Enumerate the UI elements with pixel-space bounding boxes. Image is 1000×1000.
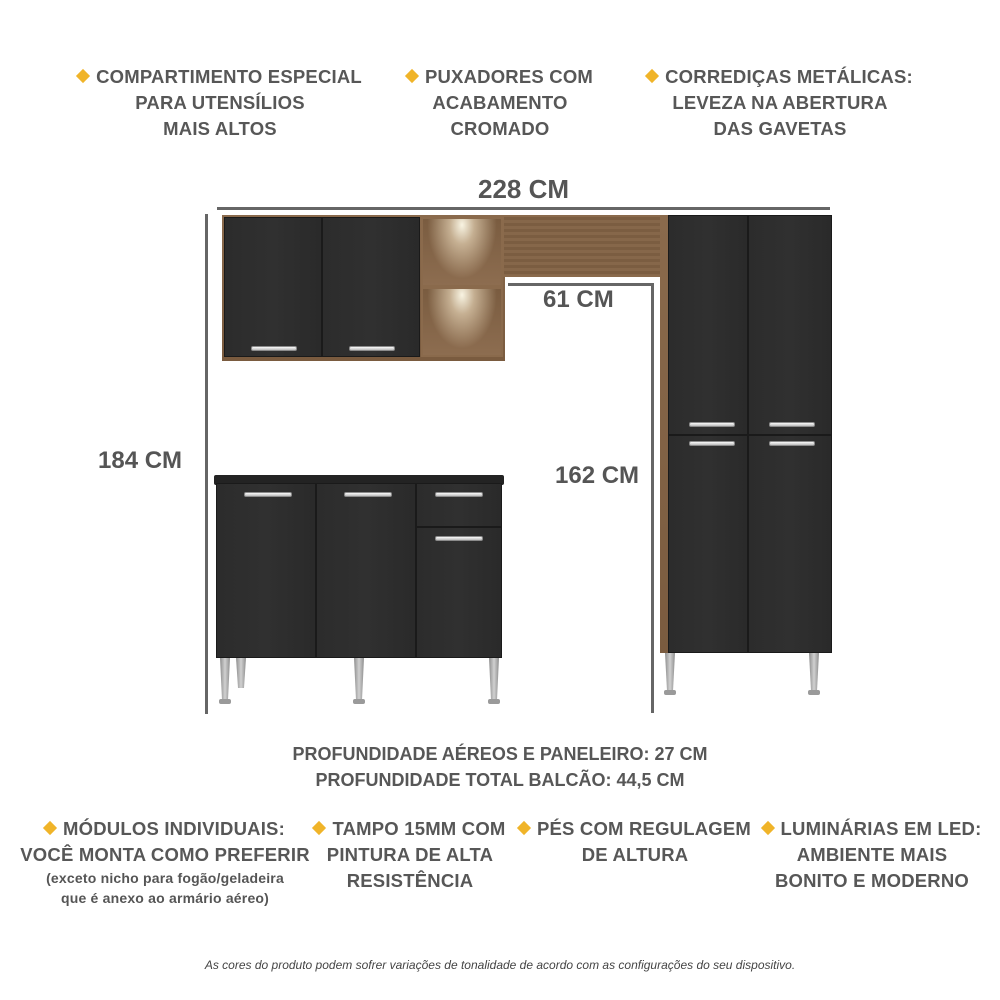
- dimension-line-width: [217, 207, 830, 210]
- feature-text: PINTURA DE ALTA: [326, 844, 494, 865]
- feature-text: PÉS COM REGULAGEM: [536, 818, 752, 839]
- open-shelf-over-niche: [502, 215, 665, 277]
- feature-text: MAIS ALTOS: [163, 118, 277, 139]
- feature-subtext: que é anexo ao armário aéreo): [60, 890, 270, 906]
- feature-text: PUXADORES COM: [424, 66, 594, 87]
- feature-metal-slides: [640, 64, 920, 142]
- feature-text: MÓDULOS INDIVIDUAIS:: [63, 818, 285, 839]
- feature-text: LUMINÁRIAS EM LED:: [780, 818, 982, 839]
- adjustable-foot-base: [353, 699, 365, 704]
- feature-text: ACABAMENTO: [432, 92, 568, 113]
- dimension-line-niche-height: [651, 283, 654, 713]
- adjustable-foot: [665, 653, 675, 691]
- base-door-middle: [316, 483, 416, 658]
- adjustable-foot: [489, 658, 499, 700]
- diamond-bullet-icon: [312, 821, 326, 835]
- feature-chrome-handles: [395, 64, 605, 142]
- feature-text: RESISTÊNCIA: [346, 870, 474, 891]
- diamond-bullet-icon: [405, 69, 419, 83]
- feature-text: DE ALTURA: [581, 844, 689, 865]
- feature-text: VOCÊ MONTA COMO PREFERIR: [20, 844, 310, 865]
- led-light-icon: [427, 289, 497, 349]
- chrome-handle: [244, 492, 292, 497]
- diamond-bullet-icon: [43, 821, 57, 835]
- feature-text: LEVEZA NA ABERTURA: [672, 92, 888, 113]
- diamond-bullet-icon: [517, 821, 531, 835]
- feature-countertop: [300, 816, 520, 894]
- chrome-handle: [435, 536, 483, 541]
- feature-text: TAMPO 15MM COM: [332, 818, 506, 839]
- dimension-niche-height: 162 CM: [555, 462, 640, 489]
- upper-cabinet-door-right: [322, 217, 420, 357]
- feature-text: COMPARTIMENTO ESPECIAL: [96, 66, 362, 87]
- depth-upper-and-pantry: PROFUNDIDADE AÉREOS E PANELEIRO: 27 CM: [292, 744, 708, 764]
- adjustable-foot-base: [664, 690, 676, 695]
- color-disclaimer: As cores do produto podem sofrer variações de tonalidade de acordo com as configurações do seu dispositivo.: [204, 958, 796, 972]
- feature-individual-modules: [10, 816, 320, 908]
- base-cabinet: [216, 483, 502, 658]
- diamond-bullet-icon: [760, 821, 774, 835]
- adjustable-foot: [236, 658, 246, 688]
- base-door-right: [416, 527, 502, 658]
- feature-text: PARA UTENSÍLIOS: [135, 92, 305, 113]
- chrome-handle: [689, 422, 735, 427]
- dimension-line-height: [205, 214, 208, 714]
- feature-special-compartment: [70, 64, 370, 142]
- led-light-icon: [427, 219, 497, 279]
- chrome-handle: [769, 441, 815, 446]
- chrome-handle: [769, 422, 815, 427]
- base-door-left: [216, 483, 316, 658]
- feature-text: CORREDIÇAS METÁLICAS:: [665, 66, 913, 87]
- dimension-niche-width: 61 CM: [543, 286, 614, 313]
- chrome-handle: [349, 346, 395, 351]
- pantry-door-upper-right: [748, 215, 832, 435]
- adjustable-foot-base: [219, 699, 231, 704]
- chrome-handle: [689, 441, 735, 446]
- led-niche-lower: [421, 287, 503, 357]
- upper-wall-cabinet: [222, 215, 505, 361]
- adjustable-foot: [220, 658, 230, 700]
- dimension-total-width: 228 CM: [478, 174, 570, 204]
- adjustable-foot-base: [808, 690, 820, 695]
- led-niche-upper: [421, 217, 503, 287]
- diamond-bullet-icon: [76, 69, 90, 83]
- adjustable-foot: [354, 658, 364, 700]
- feature-text: AMBIENTE MAIS: [796, 844, 948, 865]
- depth-base-cabinet: PROFUNDIDADE TOTAL BALCÃO: 44,5 CM: [315, 770, 685, 790]
- base-drawer: [416, 483, 502, 527]
- feature-text: DAS GAVETAS: [713, 118, 847, 139]
- adjustable-foot: [809, 653, 819, 691]
- feature-text: CROMADO: [450, 118, 550, 139]
- upper-cabinet-door-left: [224, 217, 322, 357]
- feature-led-lights: [752, 816, 992, 894]
- chrome-handle: [435, 492, 483, 497]
- dimension-total-height: 184 CM: [98, 447, 183, 474]
- adjustable-foot-base: [488, 699, 500, 704]
- feature-subtext: (exceto nicho para fogão/geladeira: [46, 870, 284, 886]
- tall-pantry-cabinet: [660, 215, 832, 653]
- pantry-door-upper-left: [668, 215, 748, 435]
- pantry-door-lower-right: [748, 435, 832, 653]
- diamond-bullet-icon: [645, 69, 659, 83]
- chrome-handle: [251, 346, 297, 351]
- feature-text: BONITO E MODERNO: [774, 870, 970, 891]
- feature-adjustable-feet: [515, 816, 755, 868]
- chrome-handle: [344, 492, 392, 497]
- pantry-door-lower-left: [668, 435, 748, 653]
